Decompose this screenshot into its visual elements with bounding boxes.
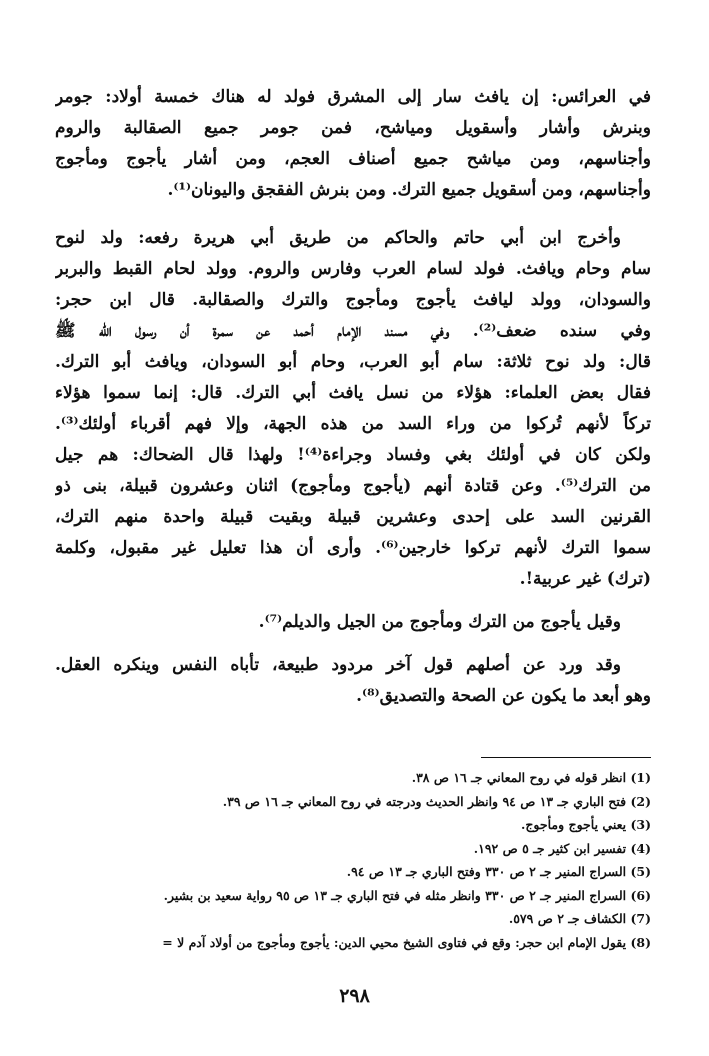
- footnote: (6) السراج المنير جـ ٢ ص ٣٣٠ وانظر مثله في فتح الباري جـ ١٣ ص ٩٥ رواية سعيد بن بشير.: [163, 887, 651, 903]
- text-line: تركاً لأنهم تُركوا من وراء السد من هذه الجهة، وإلا فهم أقرباء أولئك⁽³⁾.: [55, 414, 651, 434]
- text-line: وبنرش وأشار وأسقويل ومياشح، فمن جومر جميع الصقالبة والروم: [55, 118, 651, 138]
- paragraph-4: [55, 650, 651, 712]
- main-text: [55, 82, 651, 712]
- paragraph-1: [55, 82, 651, 206]
- paragraph-gap: [55, 206, 651, 223]
- footnote: (2) فتح الباري جـ ١٣ ص ٩٤ وانظر الحديث ودرجته في روح المعاني جـ ١٦ ص ٣٩.: [222, 793, 651, 809]
- footnote: (7) الكشاف جـ ٢ ص ٥٧٩.: [508, 911, 651, 926]
- text-line: (ترك) غير عربية!.: [519, 569, 651, 589]
- text-line: فقال بعض العلماء: هؤلاء من نسل يافث أبي الترك. قال: إنما سموا هؤلاء: [55, 383, 651, 403]
- text-line: سام وحام ويافث. فولد لسام العرب وفارس والروم. وولد لحام القبط والبربر: [55, 259, 651, 279]
- text-line: وأجناسهم، ومن أسقويل جميع الترك. ومن بنرش الفقجق واليونان⁽¹⁾.: [167, 180, 651, 200]
- text-line: وفي سنده ضعف⁽²⁾. وفي مسند الإمام أحمد عن سمرة أن رسول الله ﷺ: [55, 321, 651, 341]
- footnote-separator: [481, 757, 651, 758]
- text-line: قال: ولد نوح ثلاثة: سام أبو العرب، وحام أبو السودان، ويافث أبو الترك.: [55, 352, 651, 372]
- footnotes: [55, 766, 651, 954]
- footnote: (4) تفسير ابن كثير جـ ٥ ص ١٩٢.: [473, 840, 651, 856]
- footnote: (1) انظر قوله في روح المعاني جـ ١٦ ص ٣٨.: [411, 770, 651, 785]
- footnote: (3) يعني يأجوج ومأجوج.: [521, 817, 651, 832]
- text-line: وهو أبعد ما يكون عن الصحة والتصديق⁽⁸⁾.: [356, 686, 651, 706]
- text-line: والسودان، وولد ليافث يأجوج ومأجوج والترك والصقالبة. قال ابن حجر:: [55, 290, 651, 310]
- text-line: وقد ورد عن أصلهم قول آخر مردود طبيعة، تأباه النفس وينكره العقل.: [55, 655, 621, 675]
- text-line: من الترك⁽⁵⁾. وعن قتادة أنهم (يأجوج ومأجوج) اثنان وعشرون قبيلة، بنى ذو: [55, 476, 651, 496]
- text-line: وأجناسهم، ومن مياشح جميع أصناف العجم، ومن أشار يأجوج ومأجوج: [55, 149, 651, 169]
- text-line: ولكن كان في أولئك بغي وفساد وجراءة⁽⁴⁾! ولهذا قال الضحاك: هم جيل: [55, 445, 651, 465]
- paragraph-gap: [55, 595, 651, 607]
- text-line: في العرائس: إن يافث سار إلى المشرق فولد له هناك خمسة أولاد: جومر: [55, 87, 651, 107]
- text-line: القرنين السد على إحدى وعشرين قبيلة وبقيت قبيلة واحدة منهم الترك،: [55, 507, 651, 527]
- text-line: سموا الترك لأنهم تركوا خارجين⁽⁶⁾. وأرى أن هذا تعليل غير مقبول، وكلمة: [55, 538, 651, 558]
- paragraph-2: [55, 223, 651, 595]
- footnote: (5) السراج المنير جـ ٢ ص ٣٣٠ وفتح الباري جـ ١٣ ص ٩٤.: [346, 864, 651, 879]
- footnote: (8) يقول الإمام ابن حجر: وقع في فتاوى الشيخ محيي الدين: يأجوج ومأجوج من أولاد آدم لا =: [162, 934, 651, 950]
- text-line: وقيل يأجوج من الترك ومأجوج من الجيل والديلم⁽⁷⁾.: [258, 612, 621, 632]
- paragraph-gap: [55, 638, 651, 650]
- paragraph-3: [55, 607, 651, 638]
- page-number: ٢٩٨: [339, 985, 370, 1007]
- text-line: وأخرج ابن أبي حاتم والحاكم من طريق أبي هريرة رفعه: ولد لنوح: [55, 228, 621, 248]
